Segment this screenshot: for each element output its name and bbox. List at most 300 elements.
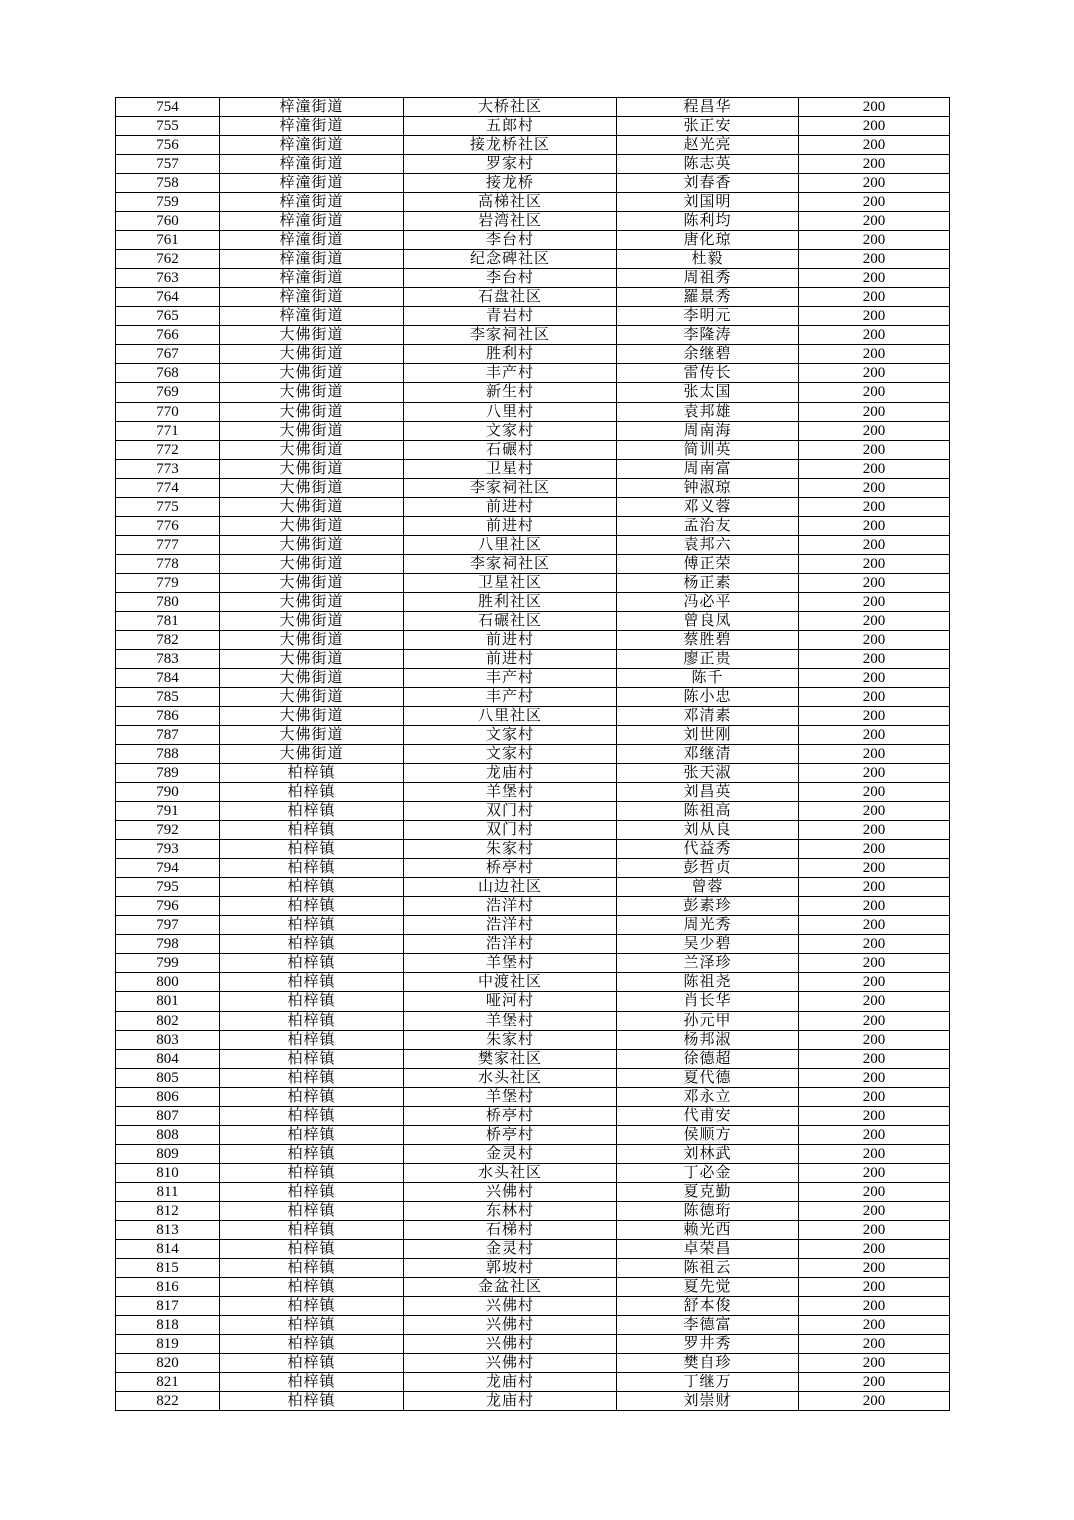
table-row xyxy=(116,535,950,554)
street-cell: 大佛街道 xyxy=(220,611,404,630)
table-row xyxy=(116,1011,950,1030)
name-cell: 孟治友 xyxy=(617,516,799,535)
amount-cell: 200 xyxy=(799,1296,950,1315)
table-row xyxy=(116,821,950,840)
amount-cell: 200 xyxy=(799,992,950,1011)
community-cell: 文家村 xyxy=(404,726,617,745)
amount-cell: 200 xyxy=(799,1373,950,1392)
table-row xyxy=(116,1106,950,1125)
street-cell: 梓潼街道 xyxy=(220,307,404,326)
name-cell: 曾蓉 xyxy=(617,878,799,897)
name-cell: 徐德超 xyxy=(617,1049,799,1068)
street-cell: 柏梓镇 xyxy=(220,1182,404,1201)
row-number-cell: 780 xyxy=(116,592,220,611)
row-number-cell: 800 xyxy=(116,973,220,992)
amount-cell: 200 xyxy=(799,1316,950,1335)
street-cell: 柏梓镇 xyxy=(220,1030,404,1049)
name-cell: 刘从良 xyxy=(617,821,799,840)
table-row xyxy=(116,117,950,136)
amount-cell: 200 xyxy=(799,783,950,802)
table-row xyxy=(116,155,950,174)
name-cell: 夏先觉 xyxy=(617,1277,799,1296)
name-cell: 卓荣昌 xyxy=(617,1239,799,1258)
community-cell: 李台村 xyxy=(404,269,617,288)
name-cell: 蔡胜碧 xyxy=(617,630,799,649)
street-cell: 梓潼街道 xyxy=(220,174,404,193)
table-row xyxy=(116,592,950,611)
street-cell: 梓潼街道 xyxy=(220,269,404,288)
community-cell: 八里社区 xyxy=(404,535,617,554)
row-number-cell: 809 xyxy=(116,1144,220,1163)
community-cell: 五郎村 xyxy=(404,117,617,136)
community-cell: 浩洋村 xyxy=(404,916,617,935)
table-row xyxy=(116,1182,950,1201)
name-cell: 袁邦六 xyxy=(617,535,799,554)
table-row xyxy=(116,764,950,783)
street-cell: 大佛街道 xyxy=(220,459,404,478)
community-cell: 岩湾社区 xyxy=(404,212,617,231)
street-cell: 柏梓镇 xyxy=(220,878,404,897)
name-cell: 孙元甲 xyxy=(617,1011,799,1030)
community-cell: 接龙桥 xyxy=(404,174,617,193)
table-row xyxy=(116,954,950,973)
table-row xyxy=(116,98,950,117)
amount-cell: 200 xyxy=(799,973,950,992)
name-cell: 代甫安 xyxy=(617,1106,799,1125)
street-cell: 柏梓镇 xyxy=(220,859,404,878)
table-row xyxy=(116,1201,950,1220)
amount-cell: 200 xyxy=(799,726,950,745)
amount-cell: 200 xyxy=(799,136,950,155)
row-number-cell: 819 xyxy=(116,1335,220,1354)
street-cell: 大佛街道 xyxy=(220,326,404,345)
amount-cell: 200 xyxy=(799,117,950,136)
name-cell: 陈祖尧 xyxy=(617,973,799,992)
row-number-cell: 817 xyxy=(116,1296,220,1315)
community-cell: 罗家村 xyxy=(404,155,617,174)
amount-cell: 200 xyxy=(799,573,950,592)
row-number-cell: 763 xyxy=(116,269,220,288)
community-cell: 八里村 xyxy=(404,402,617,421)
table-row xyxy=(116,1220,950,1239)
street-cell: 柏梓镇 xyxy=(220,840,404,859)
name-cell: 彭哲贞 xyxy=(617,859,799,878)
name-cell: 杨正素 xyxy=(617,573,799,592)
table-row xyxy=(116,383,950,402)
name-cell: 肖长华 xyxy=(617,992,799,1011)
name-cell: 赵光亮 xyxy=(617,136,799,155)
name-cell: 张正安 xyxy=(617,117,799,136)
amount-cell: 200 xyxy=(799,326,950,345)
amount-cell: 200 xyxy=(799,497,950,516)
row-number-cell: 801 xyxy=(116,992,220,1011)
community-cell: 中渡社区 xyxy=(404,973,617,992)
table-row xyxy=(116,935,950,954)
name-cell: 刘春香 xyxy=(617,174,799,193)
row-number-cell: 804 xyxy=(116,1049,220,1068)
community-cell: 羊堡村 xyxy=(404,783,617,802)
row-number-cell: 776 xyxy=(116,516,220,535)
community-cell: 哑河村 xyxy=(404,992,617,1011)
amount-cell: 200 xyxy=(799,516,950,535)
name-cell: 邓清素 xyxy=(617,707,799,726)
community-cell: 前进村 xyxy=(404,649,617,668)
table-row xyxy=(116,630,950,649)
amount-cell: 200 xyxy=(799,630,950,649)
street-cell: 柏梓镇 xyxy=(220,1049,404,1068)
street-cell: 柏梓镇 xyxy=(220,1296,404,1315)
community-cell: 卫星社区 xyxy=(404,573,617,592)
table-row xyxy=(116,859,950,878)
community-cell: 卫星村 xyxy=(404,459,617,478)
table-row xyxy=(116,878,950,897)
table-row xyxy=(116,269,950,288)
street-cell: 柏梓镇 xyxy=(220,1125,404,1144)
street-cell: 柏梓镇 xyxy=(220,1144,404,1163)
amount-cell: 200 xyxy=(799,1144,950,1163)
amount-cell: 200 xyxy=(799,954,950,973)
amount-cell: 200 xyxy=(799,269,950,288)
community-cell: 前进村 xyxy=(404,630,617,649)
name-cell: 曾良凤 xyxy=(617,611,799,630)
street-cell: 大佛街道 xyxy=(220,440,404,459)
amount-cell: 200 xyxy=(799,745,950,764)
amount-cell: 200 xyxy=(799,935,950,954)
row-number-cell: 793 xyxy=(116,840,220,859)
row-number-cell: 816 xyxy=(116,1277,220,1296)
table-row xyxy=(116,973,950,992)
community-cell: 龙庙村 xyxy=(404,1392,617,1411)
name-cell: 陈祖云 xyxy=(617,1258,799,1277)
community-cell: 兴佛村 xyxy=(404,1296,617,1315)
amount-cell: 200 xyxy=(799,592,950,611)
community-cell: 山边社区 xyxy=(404,878,617,897)
table-row xyxy=(116,250,950,269)
community-cell: 羊堡村 xyxy=(404,1087,617,1106)
street-cell: 柏梓镇 xyxy=(220,1316,404,1335)
amount-cell: 200 xyxy=(799,802,950,821)
table-row xyxy=(116,1049,950,1068)
community-cell: 东林村 xyxy=(404,1201,617,1220)
amount-cell: 200 xyxy=(799,535,950,554)
row-number-cell: 808 xyxy=(116,1125,220,1144)
community-cell: 石梯村 xyxy=(404,1220,617,1239)
name-cell: 周光秀 xyxy=(617,916,799,935)
name-cell: 张天淑 xyxy=(617,764,799,783)
table-row xyxy=(116,288,950,307)
row-number-cell: 788 xyxy=(116,745,220,764)
row-number-cell: 757 xyxy=(116,155,220,174)
street-cell: 大佛街道 xyxy=(220,707,404,726)
street-cell: 大佛街道 xyxy=(220,497,404,516)
community-cell: 浩洋村 xyxy=(404,897,617,916)
table-row xyxy=(116,573,950,592)
table-row xyxy=(116,516,950,535)
row-number-cell: 807 xyxy=(116,1106,220,1125)
street-cell: 梓潼街道 xyxy=(220,193,404,212)
name-cell: 夏克勤 xyxy=(617,1182,799,1201)
row-number-cell: 762 xyxy=(116,250,220,269)
street-cell: 大佛街道 xyxy=(220,573,404,592)
street-cell: 柏梓镇 xyxy=(220,1163,404,1182)
table-row xyxy=(116,497,950,516)
community-cell: 胜利社区 xyxy=(404,592,617,611)
street-cell: 大佛街道 xyxy=(220,364,404,383)
street-cell: 大佛街道 xyxy=(220,516,404,535)
name-cell: 冯必平 xyxy=(617,592,799,611)
street-cell: 柏梓镇 xyxy=(220,1106,404,1125)
street-cell: 梓潼街道 xyxy=(220,231,404,250)
row-number-cell: 765 xyxy=(116,307,220,326)
row-number-cell: 773 xyxy=(116,459,220,478)
table-row xyxy=(116,421,950,440)
street-cell: 柏梓镇 xyxy=(220,1220,404,1239)
table-row xyxy=(116,402,950,421)
table-row xyxy=(116,992,950,1011)
name-cell: 刘崇财 xyxy=(617,1392,799,1411)
table-row xyxy=(116,707,950,726)
name-cell: 丁必金 xyxy=(617,1163,799,1182)
street-cell: 梓潼街道 xyxy=(220,98,404,117)
row-number-cell: 806 xyxy=(116,1087,220,1106)
street-cell: 柏梓镇 xyxy=(220,1335,404,1354)
street-cell: 柏梓镇 xyxy=(220,1068,404,1087)
street-cell: 柏梓镇 xyxy=(220,954,404,973)
name-cell: 张太国 xyxy=(617,383,799,402)
table-row xyxy=(116,1316,950,1335)
row-number-cell: 794 xyxy=(116,859,220,878)
community-cell: 朱家村 xyxy=(404,1030,617,1049)
table-row xyxy=(116,174,950,193)
name-cell: 代益秀 xyxy=(617,840,799,859)
community-cell: 李台村 xyxy=(404,231,617,250)
row-number-cell: 766 xyxy=(116,326,220,345)
row-number-cell: 761 xyxy=(116,231,220,250)
table-row xyxy=(116,897,950,916)
amount-cell: 200 xyxy=(799,193,950,212)
community-cell: 石碾村 xyxy=(404,440,617,459)
table-row xyxy=(116,1392,950,1411)
row-number-cell: 778 xyxy=(116,554,220,573)
name-cell: 舒本俊 xyxy=(617,1296,799,1315)
community-cell: 金盆社区 xyxy=(404,1277,617,1296)
amount-cell: 200 xyxy=(799,250,950,269)
community-cell: 朱家村 xyxy=(404,840,617,859)
table-row xyxy=(116,1335,950,1354)
row-number-cell: 821 xyxy=(116,1373,220,1392)
community-cell: 龙庙村 xyxy=(404,1373,617,1392)
community-cell: 郭坡村 xyxy=(404,1258,617,1277)
name-cell: 钟淑琼 xyxy=(617,478,799,497)
community-cell: 水头社区 xyxy=(404,1068,617,1087)
table-body xyxy=(116,98,950,1411)
street-cell: 大佛街道 xyxy=(220,726,404,745)
data-table xyxy=(115,97,950,1411)
table-row xyxy=(116,459,950,478)
name-cell: 刘林武 xyxy=(617,1144,799,1163)
community-cell: 龙庙村 xyxy=(404,764,617,783)
community-cell: 青岩村 xyxy=(404,307,617,326)
name-cell: 周祖秀 xyxy=(617,269,799,288)
table-row xyxy=(116,440,950,459)
name-cell: 陈祖高 xyxy=(617,802,799,821)
amount-cell: 200 xyxy=(799,1163,950,1182)
community-cell: 丰产村 xyxy=(404,687,617,706)
name-cell: 余继碧 xyxy=(617,345,799,364)
name-cell: 丁继万 xyxy=(617,1373,799,1392)
street-cell: 柏梓镇 xyxy=(220,916,404,935)
name-cell: 李明元 xyxy=(617,307,799,326)
table-row xyxy=(116,554,950,573)
community-cell: 兴佛村 xyxy=(404,1316,617,1335)
street-cell: 梓潼街道 xyxy=(220,117,404,136)
street-cell: 梓潼街道 xyxy=(220,212,404,231)
name-cell: 陈利均 xyxy=(617,212,799,231)
name-cell: 雷传长 xyxy=(617,364,799,383)
community-cell: 石碾社区 xyxy=(404,611,617,630)
amount-cell: 200 xyxy=(799,1030,950,1049)
amount-cell: 200 xyxy=(799,764,950,783)
row-number-cell: 782 xyxy=(116,630,220,649)
name-cell: 吴少碧 xyxy=(617,935,799,954)
street-cell: 柏梓镇 xyxy=(220,802,404,821)
street-cell: 柏梓镇 xyxy=(220,1201,404,1220)
amount-cell: 200 xyxy=(799,402,950,421)
name-cell: 周南富 xyxy=(617,459,799,478)
street-cell: 柏梓镇 xyxy=(220,897,404,916)
row-number-cell: 820 xyxy=(116,1354,220,1373)
street-cell: 大佛街道 xyxy=(220,478,404,497)
street-cell: 大佛街道 xyxy=(220,554,404,573)
row-number-cell: 803 xyxy=(116,1030,220,1049)
amount-cell: 200 xyxy=(799,840,950,859)
amount-cell: 200 xyxy=(799,1125,950,1144)
amount-cell: 200 xyxy=(799,821,950,840)
street-cell: 大佛街道 xyxy=(220,687,404,706)
row-number-cell: 777 xyxy=(116,535,220,554)
row-number-cell: 795 xyxy=(116,878,220,897)
name-cell: 邓义蓉 xyxy=(617,497,799,516)
amount-cell: 200 xyxy=(799,916,950,935)
name-cell: 简训英 xyxy=(617,440,799,459)
row-number-cell: 814 xyxy=(116,1239,220,1258)
name-cell: 刘国明 xyxy=(617,193,799,212)
table-row xyxy=(116,1125,950,1144)
table-row xyxy=(116,611,950,630)
amount-cell: 200 xyxy=(799,231,950,250)
street-cell: 柏梓镇 xyxy=(220,1087,404,1106)
name-cell: 夏代德 xyxy=(617,1068,799,1087)
community-cell: 接龙桥社区 xyxy=(404,136,617,155)
amount-cell: 200 xyxy=(799,859,950,878)
row-number-cell: 771 xyxy=(116,421,220,440)
name-cell: 陈小忠 xyxy=(617,687,799,706)
community-cell: 高梯社区 xyxy=(404,193,617,212)
name-cell: 彭素珍 xyxy=(617,897,799,916)
amount-cell: 200 xyxy=(799,1087,950,1106)
community-cell: 纪念碑社区 xyxy=(404,250,617,269)
name-cell: 袁邦雄 xyxy=(617,402,799,421)
row-number-cell: 768 xyxy=(116,364,220,383)
amount-cell: 200 xyxy=(799,1011,950,1030)
community-cell: 石盘社区 xyxy=(404,288,617,307)
amount-cell: 200 xyxy=(799,421,950,440)
table-row xyxy=(116,1373,950,1392)
table-row xyxy=(116,1296,950,1315)
community-cell: 丰产村 xyxy=(404,668,617,687)
table-row xyxy=(116,1030,950,1049)
row-number-cell: 811 xyxy=(116,1182,220,1201)
amount-cell: 200 xyxy=(799,1049,950,1068)
amount-cell: 200 xyxy=(799,288,950,307)
community-cell: 金灵村 xyxy=(404,1239,617,1258)
name-cell: 刘昌英 xyxy=(617,783,799,802)
street-cell: 梓潼街道 xyxy=(220,136,404,155)
table-row xyxy=(116,916,950,935)
amount-cell: 200 xyxy=(799,345,950,364)
table-row xyxy=(116,1163,950,1182)
street-cell: 梓潼街道 xyxy=(220,288,404,307)
row-number-cell: 770 xyxy=(116,402,220,421)
table-row xyxy=(116,802,950,821)
table-row xyxy=(116,1068,950,1087)
row-number-cell: 784 xyxy=(116,668,220,687)
street-cell: 柏梓镇 xyxy=(220,1277,404,1296)
street-cell: 大佛街道 xyxy=(220,745,404,764)
street-cell: 大佛街道 xyxy=(220,630,404,649)
name-cell: 傅正荣 xyxy=(617,554,799,573)
amount-cell: 200 xyxy=(799,1354,950,1373)
name-cell: 樊自珍 xyxy=(617,1354,799,1373)
table-row xyxy=(116,1239,950,1258)
community-cell: 前进村 xyxy=(404,516,617,535)
table-row xyxy=(116,1087,950,1106)
row-number-cell: 786 xyxy=(116,707,220,726)
row-number-cell: 764 xyxy=(116,288,220,307)
table-row xyxy=(116,745,950,764)
name-cell: 周南海 xyxy=(617,421,799,440)
row-number-cell: 791 xyxy=(116,802,220,821)
table-row xyxy=(116,1144,950,1163)
name-cell: 兰泽珍 xyxy=(617,954,799,973)
street-cell: 柏梓镇 xyxy=(220,821,404,840)
community-cell: 樊家社区 xyxy=(404,1049,617,1068)
amount-cell: 200 xyxy=(799,459,950,478)
row-number-cell: 758 xyxy=(116,174,220,193)
name-cell: 邓永立 xyxy=(617,1087,799,1106)
row-number-cell: 802 xyxy=(116,1011,220,1030)
row-number-cell: 792 xyxy=(116,821,220,840)
row-number-cell: 756 xyxy=(116,136,220,155)
amount-cell: 200 xyxy=(799,383,950,402)
table-row xyxy=(116,364,950,383)
row-number-cell: 822 xyxy=(116,1392,220,1411)
table-row xyxy=(116,193,950,212)
amount-cell: 200 xyxy=(799,478,950,497)
amount-cell: 200 xyxy=(799,1335,950,1354)
community-cell: 胜利村 xyxy=(404,345,617,364)
table-row xyxy=(116,1354,950,1373)
amount-cell: 200 xyxy=(799,1392,950,1411)
community-cell: 兴佛村 xyxy=(404,1354,617,1373)
row-number-cell: 810 xyxy=(116,1163,220,1182)
table-row xyxy=(116,726,950,745)
name-cell: 陈志英 xyxy=(617,155,799,174)
table-row xyxy=(116,231,950,250)
row-number-cell: 779 xyxy=(116,573,220,592)
street-cell: 柏梓镇 xyxy=(220,1239,404,1258)
row-number-cell: 799 xyxy=(116,954,220,973)
